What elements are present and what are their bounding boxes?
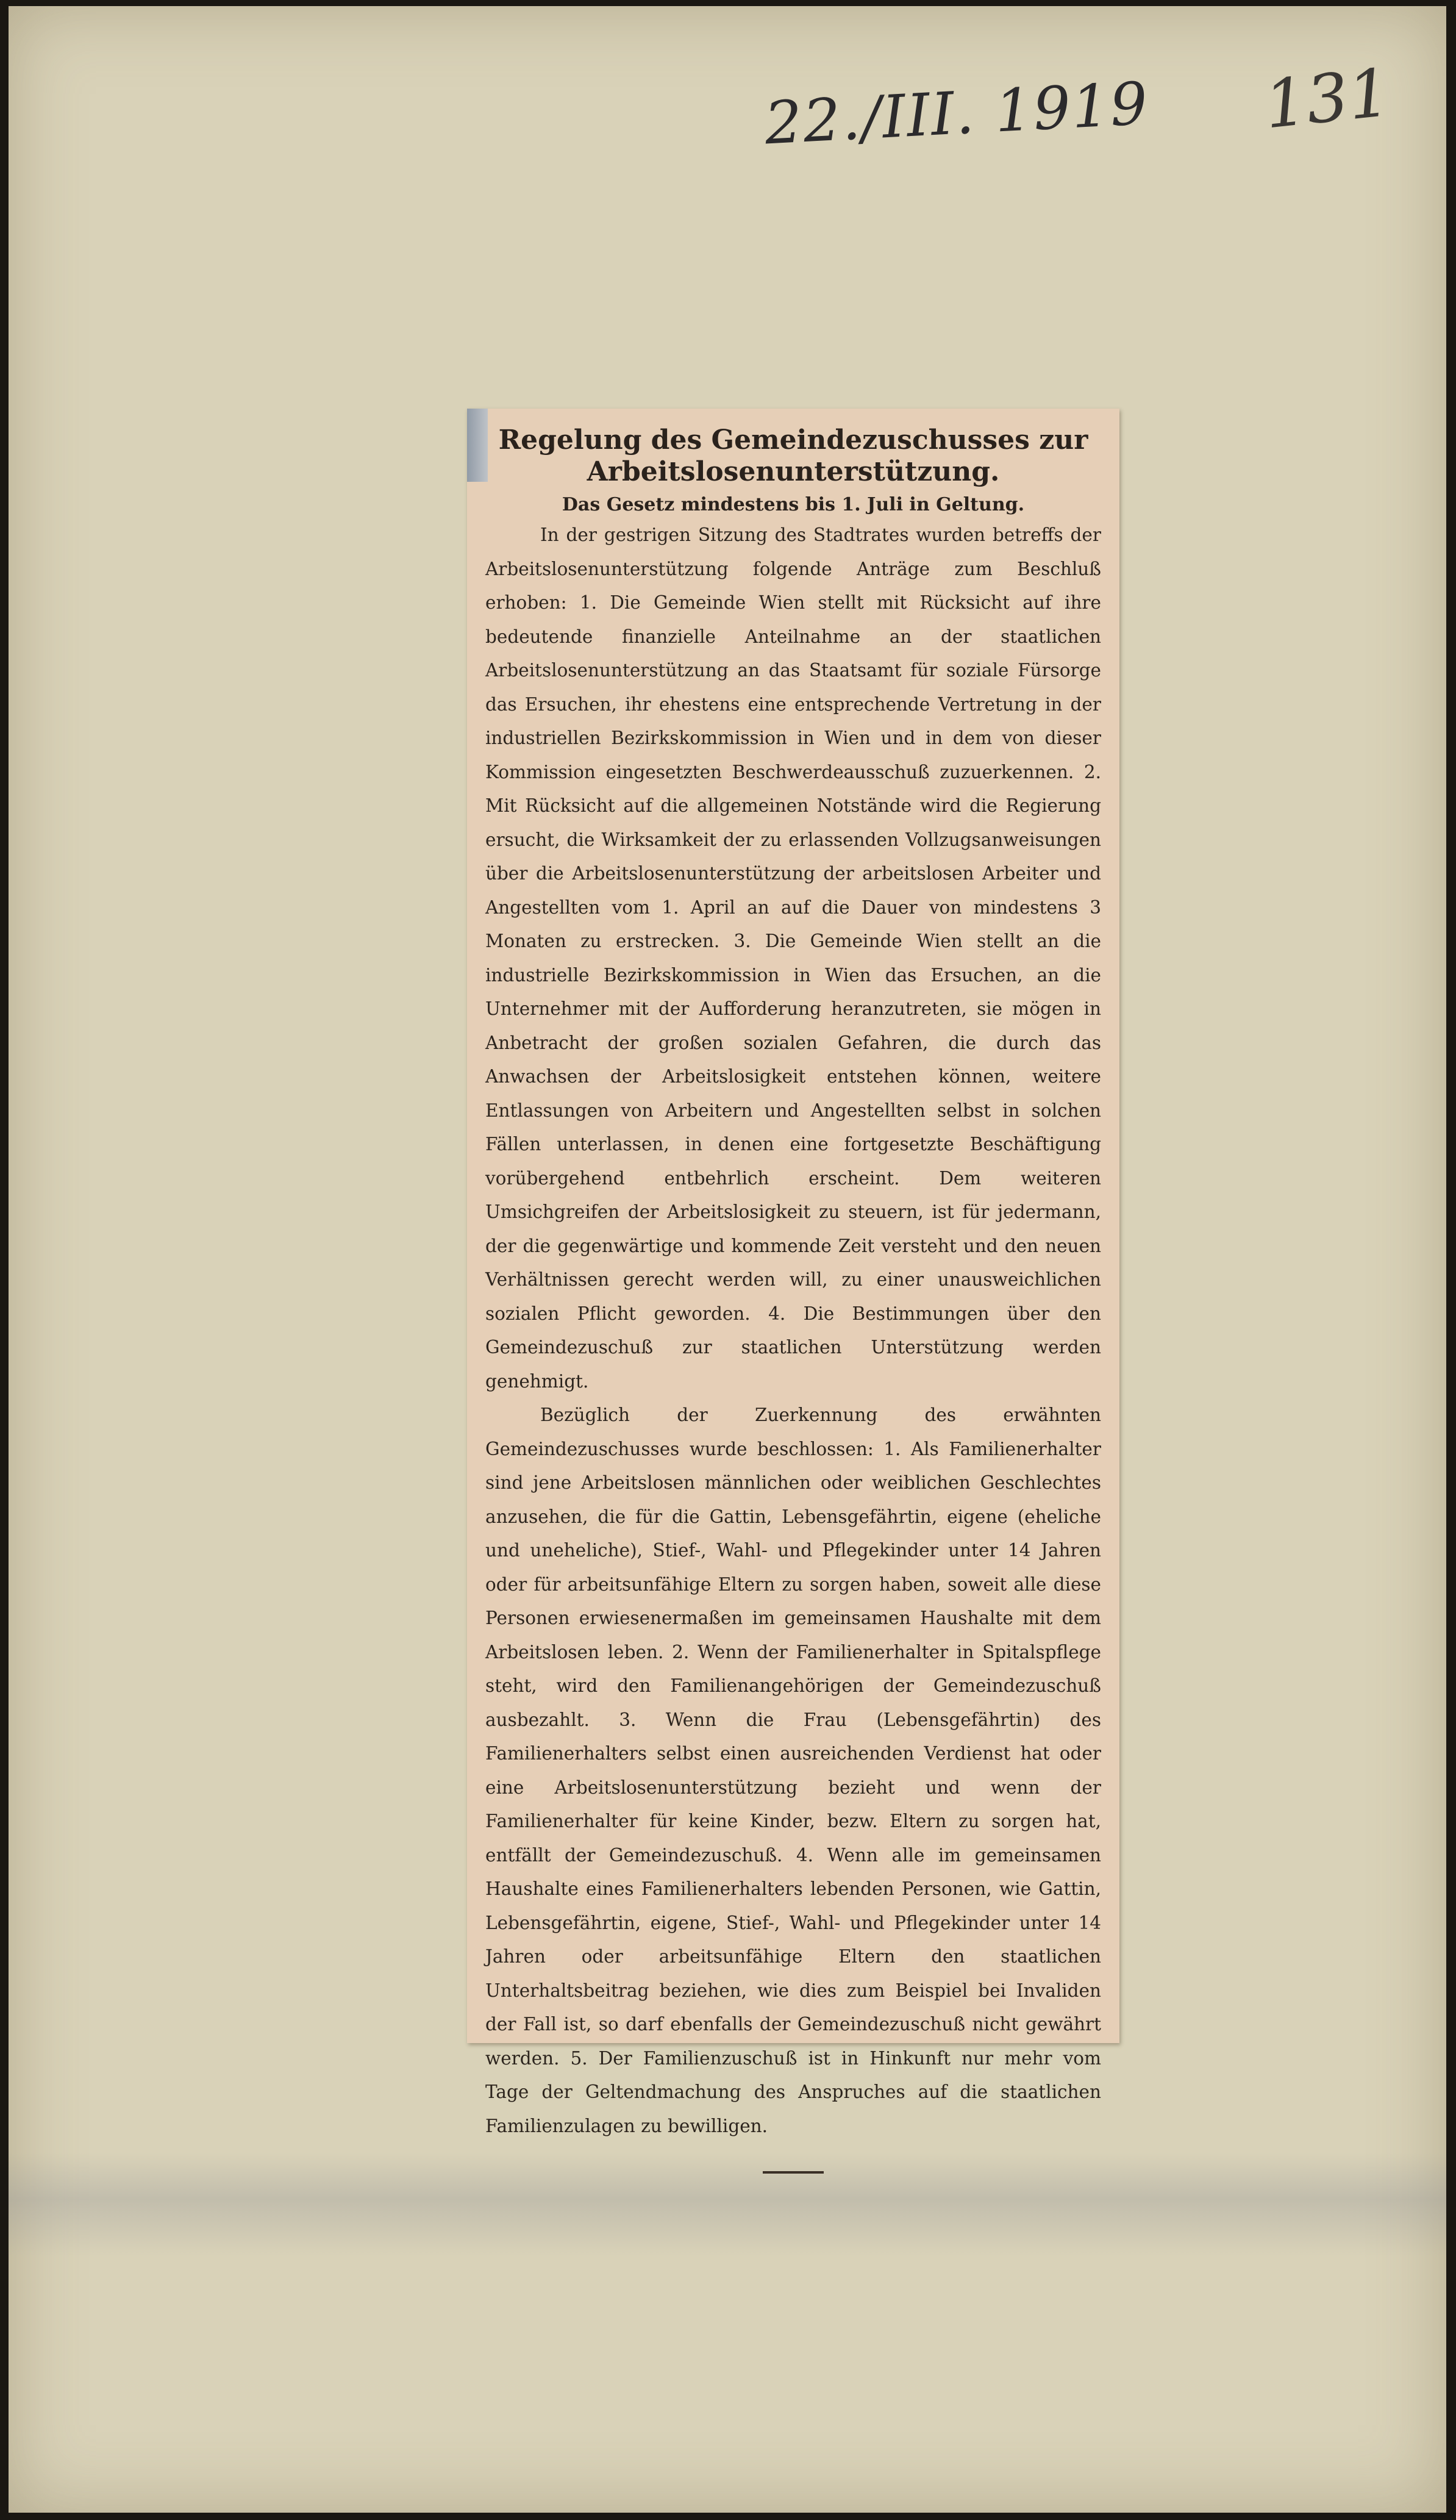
sheet-stain — [9, 2153, 1446, 2257]
newspaper-clipping — [467, 409, 1119, 2136]
end-rule — [763, 2171, 824, 2174]
article-paragraph-1: In der gestrigen Sitzung des Stadtrates wurden betreffs der Arbeitslosenunterstützung folgende Anträge zum Beschluß erhoben: 1. Die Gemeinde Wien stellt mit Rücksicht auf ihre bedeutende finanzielle Anteilnahme an der staatlichen Arbeitslosenunterstützung an das Staatsamt für soziale Fürsorge das Ersuchen, ihr ehestens eine entsprechende Vertretung in der industriellen Bezirkskommission in Wien und in dem von dieser Kommission eingesetzten Beschwerdeausschuß zuzuerkennen. 2. Mit Rücksicht auf die allgemeinen Notstände wird die Regierung ersucht, die Wirksamkeit der zu erlassenden Vollzugsanweisungen über die Arbeitslosenunterstützung der arbeitslosen Arbeiter und Angestellten vom 1. April an auf die Dauer von mindestens 3 Monaten zu erstrecken. 3. Die Gemeinde Wien stellt an die industrielle Bezirkskommission in Wien das Ersuchen, an die Unternehmer mit der Aufforderung heranzutreten, sie mögen in Anbetracht der großen sozialen Gefahren, die durch das Anwachsen der Arbeitslosigkeit entstehen können, weitere Entlassungen von Arbeitern und Angestellten selbst in solchen Fällen unterlassen, in denen eine fortgesetzte Beschäftigung vorübergehend entbehrlich erscheint. Dem weiteren Umsichgreifen der Arbeitslosigkeit zu steuern, ist für jedermann, der die gegenwärtige und kommende Zeit versteht und den neuen Verhältnissen gerecht werden will, zu einer unausweichlichen sozialen Pflicht geworden. 4. Die Bestimmungen über den Gemeindezuschuß zur staatlichen Unterstützung werden genehmigt. — [485, 524, 1101, 1392]
archive-sheet — [9, 6, 1446, 2513]
blue-pencil-mark — [467, 409, 488, 482]
article-subheadline: Das Gesetz mindestens bis 1. Juli in Geltung. — [562, 494, 1025, 515]
handwritten-page-number: 131 — [1261, 54, 1394, 144]
handwritten-date: 22./III. 1919 — [763, 69, 1151, 158]
article-paragraph-2: Bezüglich der Zuerkennung des erwähnten Gemeindezuschusses wurde beschlossen: 1. Als Familienerhalter sind jene Arbeitslosen männlichen oder weiblichen Geschlechtes anzusehen, die für die Gattin, Lebensgefährtin, eigene (eheliche und uneheliche), Stief-, Wahl- und Pflegekinder unter 14 Jahren oder für arbeitsunfähige Eltern zu sorgen haben, soweit alle diese Personen erwiesenermaßen im gemeinsamen Haushalte mit dem Arbeitslosen leben. 2. Wenn der Familienerhalter in Spitalspflege steht, wird den Familienangehörigen der Gemeindezuschuß ausbezahlt. 3. Wenn die Frau (Lebensgefährtin) des Familienerhalters selbst einen ausreichenden Verdienst hat oder eine Arbeitslosenunterstützung bezieht und wenn der Familienerhalter für keine Kinder, bezw. Eltern zu sorgen hat, entfällt der Gemeindezuschuß. 4. Wenn alle im gemeinsamen Haushalte eines Familienerhalters lebenden Personen, wie Gattin, Lebensgefährtin, eigene, Stief-, Wahl- und Pflegekinder unter 14 Jahren oder arbeitsunfähige Eltern den staatlichen Unterhaltsbeitrag beziehen, wie dies zum Beispiel bei Invaliden der Fall ist, so darf ebenfalls der Gemeindezuschuß nicht gewährt werden. 5. Der Familienzuschuß ist in Hinkunft nur mehr vom Tage der Geltendmachung des Anspruches auf die staatlichen Familienzulagen zu bewilligen. — [485, 1405, 1101, 2136]
article-headline: Regelung des Gemeindezuschusses zur Arbeitslosenunterstützung. — [498, 424, 1088, 487]
